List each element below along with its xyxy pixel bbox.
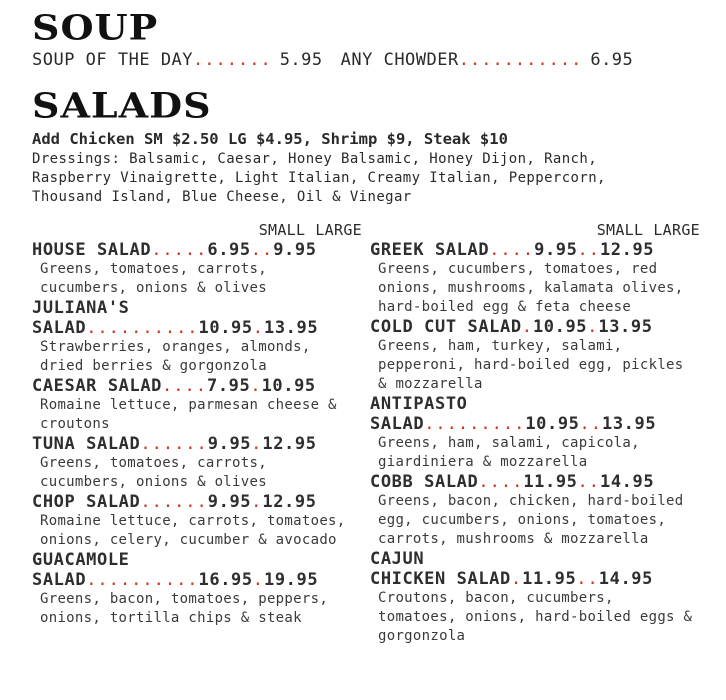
small-price: 11.95 (522, 569, 577, 589)
large-price: 14.95 (599, 472, 655, 492)
small-price: 9.95 (207, 492, 252, 512)
large-price: 13.95 (263, 318, 319, 338)
menu-item-name: GREEK SALAD (370, 240, 490, 260)
soup-item (32, 50, 323, 70)
menu-item-line (370, 414, 700, 434)
salads-heading: SALADS (32, 84, 212, 126)
menu-item-name: CHICKEN SALAD (370, 569, 511, 589)
menu-item (32, 434, 362, 492)
leader-dots: . (252, 318, 264, 338)
menu-item-line (32, 318, 362, 338)
soup-heading: SOUP (32, 6, 159, 48)
menu-item-description: Romaine lettuce, parmesan cheese & croutons (40, 397, 337, 432)
large-price: 19.95 (263, 570, 319, 590)
menu-item-line (32, 492, 362, 512)
menu-item (32, 376, 362, 434)
size-header (370, 220, 700, 240)
leader-dots: .. (577, 472, 600, 492)
large-price: 10.95 (261, 376, 316, 396)
menu-item-name-prefix: JULIANA'S (32, 298, 130, 318)
leader-dots: ...... (140, 434, 208, 454)
menu-item (370, 549, 700, 646)
menu-item-name-prefix: CAJUN (370, 549, 425, 569)
leader-dots: .... (162, 376, 207, 396)
menu-item-line (32, 240, 362, 260)
menu-item-name: HOUSE SALAD (32, 240, 152, 260)
menu-item (32, 550, 362, 628)
menu-item-name: SALAD (370, 414, 425, 434)
leader-dots: ....... (193, 50, 272, 70)
salad-addons-note: Add Chicken SM $2.50 LG $4.95, Shrimp $9, Steak $10 (32, 130, 508, 148)
salad-column-right (370, 220, 700, 646)
large-price: 14.95 (598, 569, 653, 589)
menu-item (370, 240, 700, 317)
large-price: 13.95 (598, 317, 653, 337)
menu-item-line (370, 569, 700, 589)
small-price: 9.95 (207, 434, 252, 454)
small-price: 16.95 (198, 570, 253, 590)
menu-item-description: Greens, ham, salami, capicola, giardiniera & mozzarella (378, 435, 640, 470)
soup-item-name: ANY CHOWDER (340, 50, 459, 70)
large-price: 9.95 (273, 240, 317, 260)
small-price: 6.95 (207, 240, 251, 260)
menu-item-name: SALAD (32, 318, 87, 338)
menu-item-name-prefix: ANTIPASTO (370, 394, 468, 414)
leader-dots: . (510, 569, 523, 589)
leader-dots: .......... (86, 570, 199, 590)
small-price: 10.95 (532, 317, 588, 337)
menu-item-name: CHOP SALAD (32, 492, 141, 512)
leader-dots: .. (576, 569, 599, 589)
menu-item (32, 298, 362, 376)
size-small-label: SMALL (596, 221, 644, 239)
small-price: 9.95 (534, 240, 578, 260)
soup-line (32, 50, 692, 70)
soup-item-price: 5.95 (279, 50, 323, 70)
leader-dots: . (251, 492, 263, 512)
menu-item-description: Romaine lettuce, carrots, tomatoes, onions, celery, cucumber & avocado (40, 513, 346, 548)
soup-item-price: 6.95 (590, 50, 634, 70)
leader-dots: . (252, 570, 264, 590)
menu-item (32, 240, 362, 298)
menu-item-description: Greens, tomatoes, carrots, cucumbers, onions & olives (40, 455, 267, 490)
leader-dots: . (521, 317, 533, 337)
menu-item-description: Greens, bacon, chicken, hard-boiled egg, cucumbers, onions, tomatoes, carrots, mushrooms & mozzarella (378, 493, 684, 547)
leader-dots: .. (250, 240, 274, 260)
large-price: 13.95 (601, 414, 657, 434)
leader-dots: .. (577, 240, 600, 260)
leader-dots: ...... (140, 492, 208, 512)
leader-dots: .. (579, 414, 602, 434)
leader-dots: . (587, 317, 599, 337)
salad-column-left (32, 220, 362, 628)
size-large-label: LARGE (653, 221, 700, 239)
menu-item-description: Croutons, bacon, cucumbers, tomatoes, onions, hard-boiled eggs & gorgonzola (378, 590, 693, 644)
menu-item-description: Greens, bacon, tomatoes, peppers, onions, tortilla chips & steak (40, 591, 329, 626)
leader-dots: . (251, 434, 263, 454)
small-price: 7.95 (206, 376, 251, 396)
menu-item-name: SALAD (32, 570, 87, 590)
small-price: 11.95 (523, 472, 578, 492)
menu-item (370, 394, 700, 472)
small-price: 10.95 (525, 414, 580, 434)
large-price: 12.95 (599, 240, 655, 260)
menu-item-line (32, 570, 362, 590)
soup-item (341, 50, 634, 70)
menu-item-name: COLD CUT SALAD (370, 317, 522, 337)
size-header (32, 220, 362, 240)
menu-item-line (32, 376, 362, 396)
leader-dots: ........... (458, 50, 583, 70)
large-price: 12.95 (262, 434, 317, 454)
size-large-label: LARGE (315, 221, 362, 239)
menu-item-line (32, 434, 362, 454)
dressings-note: Dressings: Balsamic, Caesar, Honey Balsamic, Honey Dijon, Ranch, Raspberry Vinaigrette, Light Italian, Creamy Italian, Peppercorn, Thousand Island, Blue Cheese, Oil & Vinegar (32, 151, 606, 205)
large-price: 12.95 (262, 492, 317, 512)
menu-item-line (370, 317, 700, 337)
menu-item (370, 317, 700, 394)
size-small-label: SMALL (258, 221, 306, 239)
leader-dots: .... (478, 472, 524, 492)
menu-item-line (370, 240, 700, 260)
menu-item-name-prefix: GUACAMOLE (32, 550, 130, 570)
menu-item-line (370, 472, 700, 492)
small-price: 10.95 (198, 318, 253, 338)
menu-item (370, 472, 700, 549)
menu-item-name: COBB SALAD (370, 472, 479, 492)
menu-item-description: Greens, ham, turkey, salami, pepperoni, hard-boiled egg, pickles & mozzarella (378, 338, 684, 392)
menu-item-description: Strawberries, oranges, almonds, dried berries & gorgonzola (40, 339, 311, 374)
leader-dots: . (250, 376, 262, 396)
leader-dots: .... (489, 240, 535, 260)
leader-dots: ..... (151, 240, 208, 260)
soup-item-name: SOUP OF THE DAY (32, 50, 194, 70)
leader-dots: ......... (424, 414, 526, 434)
menu-item-name: TUNA SALAD (32, 434, 141, 454)
menu-item (32, 492, 362, 550)
menu-item-description: Greens, tomatoes, carrots, cucumbers, onions & olives (40, 261, 267, 296)
leader-dots: .......... (86, 318, 199, 338)
menu-item-description: Greens, cucumbers, tomatoes, red onions, mushrooms, kalamata olives, hard-boiled egg & feta cheese (378, 261, 684, 315)
menu-item-name: CAESAR SALAD (32, 376, 163, 396)
